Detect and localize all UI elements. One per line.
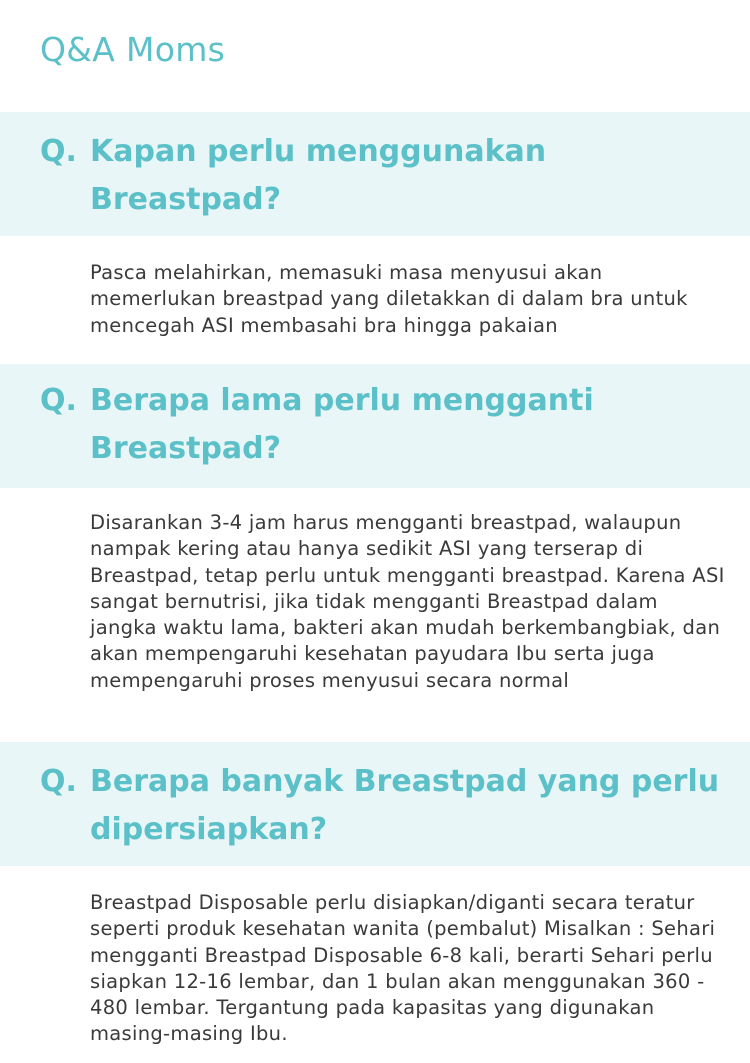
- question-text: Berapa banyak Breastpad yang perlu dipersiapkan?: [90, 764, 720, 847]
- question-prefix: Q.: [40, 383, 77, 418]
- question-2: [40, 377, 730, 473]
- question-3: [40, 758, 730, 854]
- answer-3: Breastpad Disposable perlu disiapkan/diganti secara teratur seperti produk kesehatan wanita (pembalut) Misalkan : Sehari mengganti Breastpad Disposable 6-8 kali, berarti Sehari perlu siapkan 12-16 lembar, dan 1 bulan akan menggunakan 360 - 480 lembar. Tergantung pada kapasitas yang digunakan masing-masing Ibu.: [90, 891, 716, 1046]
- answer-1: Pasca melahirkan, memasuki masa menyusui akan memerlukan breastpad yang diletakkan di dalam bra untuk mencegah ASI membasahi bra hingga pakaian: [90, 261, 688, 337]
- page-title: Q&A Moms: [40, 30, 226, 69]
- question-text: Kapan perlu menggunakan Breastpad?: [90, 134, 547, 217]
- question-text: Berapa lama perlu mengganti Breastpad?: [90, 383, 594, 466]
- question-prefix: Q.: [40, 764, 77, 799]
- answer-2: Disarankan 3-4 jam harus mengganti breastpad, walaupun nampak kering atau hanya sedikit ASI yang terserap di Breastpad, tetap perlu untuk mengganti breastpad. Karena ASI sangat bernutrisi, jika tidak mengganti Breastpad dalam jangka waktu lama, bakteri akan mudah berkembangbiak, dan akan mempengaruhi kesehatan payudara Ibu serta juga mempengaruhi proses menyusui secara normal: [90, 511, 725, 692]
- question-prefix: Q.: [40, 134, 77, 169]
- question-1: [40, 128, 730, 224]
